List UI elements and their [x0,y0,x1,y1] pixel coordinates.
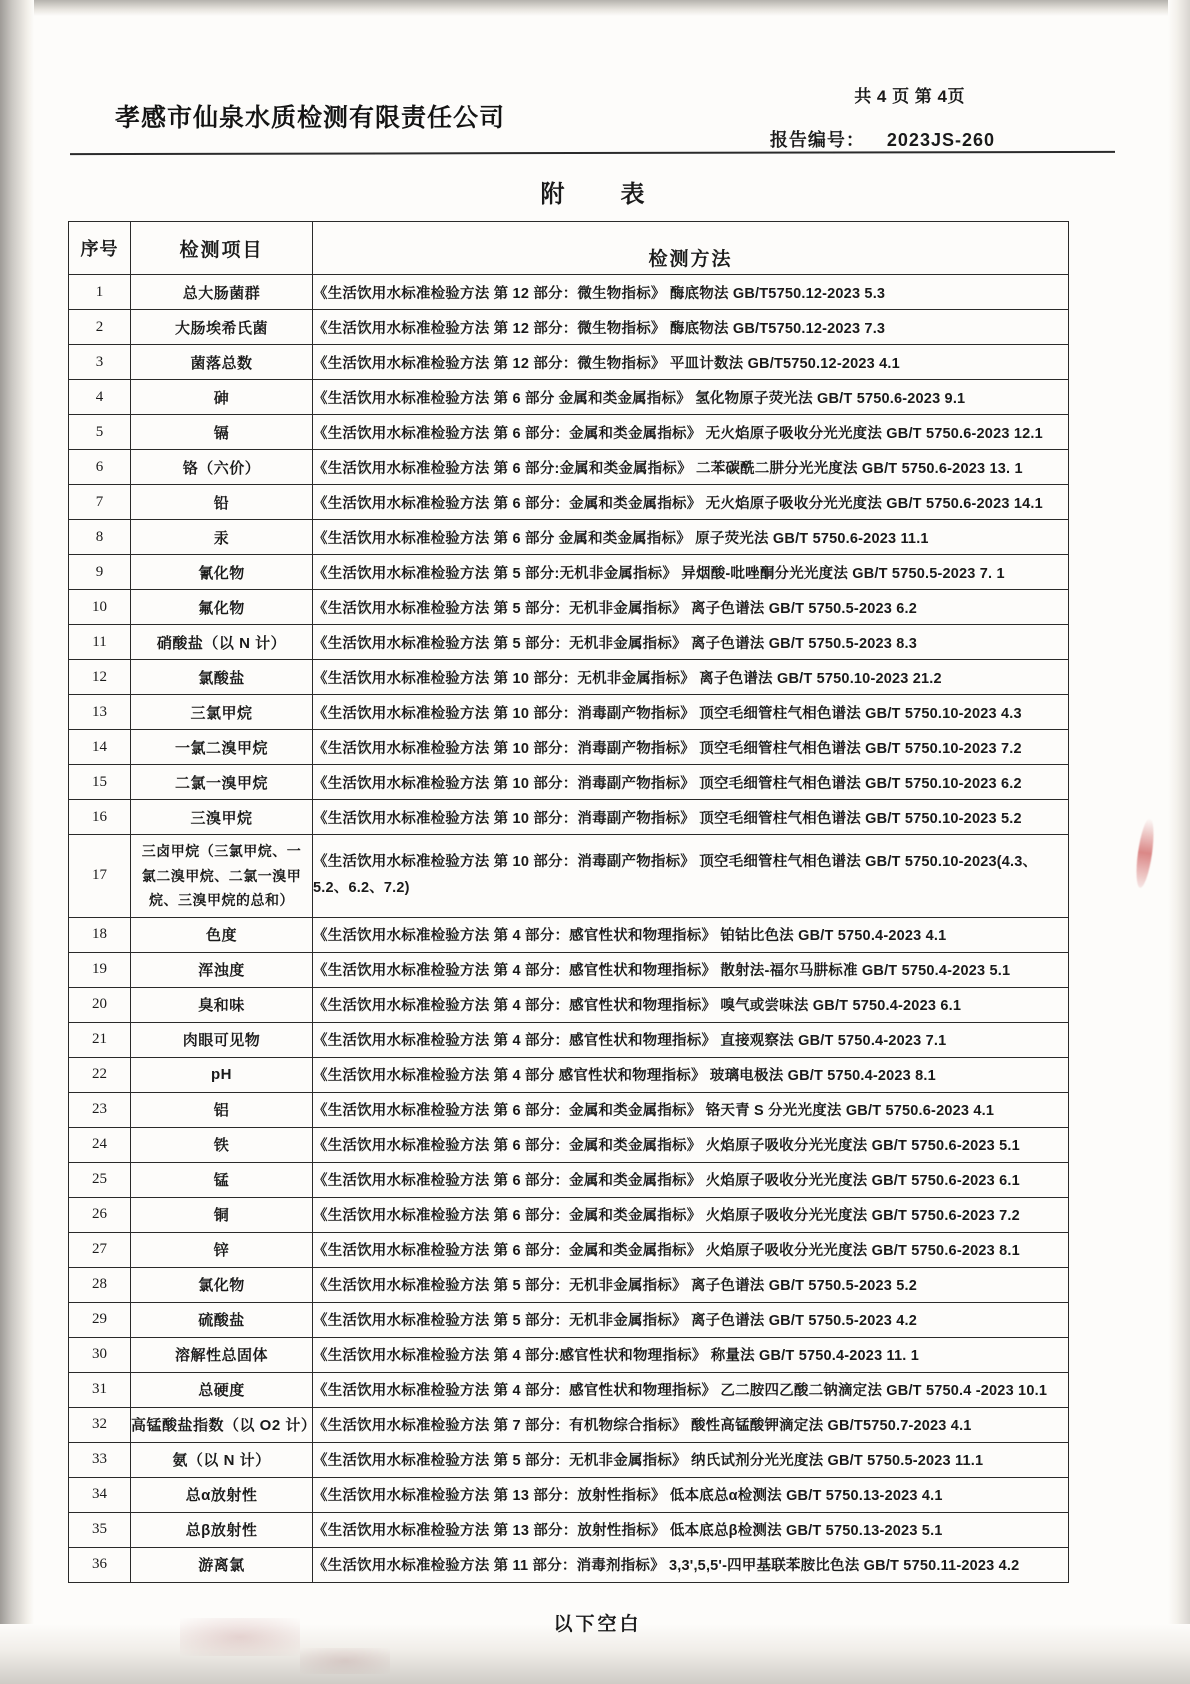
table-body [69,275,1069,1583]
page-count: 共 4 页 第 4页 [854,87,965,106]
table-row [69,1442,1069,1477]
cell-method: 《生活饮用水标准检验方法 第 10 部分：无机非金属指标》 离子色谱法 GB/T 5750.10-2023 21.2 [313,660,1069,695]
column-header-method [313,222,1069,275]
report-number-value: 2023JS-260 [886,130,995,150]
cell-method: 《生活饮用水标准检验方法 第 5 部分：无机非金属指标》 离子色谱法 GB/T 5750.5-2023 6.2 [313,590,1069,625]
table-row [69,310,1069,345]
cell-method: 《生活饮用水标准检验方法 第 10 部分：消毒副产物指标》 顶空毛细管柱气相色谱法 GB/T 5750.10-2023(4.3、5.2、6.2、7.2) [313,835,1069,918]
cell-method: 《生活饮用水标准检验方法 第 4 部分：感官性状和物理指标》 嗅气或尝味法 GB/T 5750.4-2023 6.1 [313,987,1069,1022]
cell-item: 氟化物 [131,590,313,625]
cell-method: 《生活饮用水标准检验方法 第 6 部分：金属和类金属指标》 无火焰原子吸收分光光度法 GB/T 5750.6-2023 14.1 [313,485,1069,520]
cell-method: 《生活饮用水标准检验方法 第 4 部分:感官性状和物理指标》 称量法 GB/T 5750.4-2023 11. 1 [313,1337,1069,1372]
cell-no: 16 [69,800,131,835]
cell-method: 《生活饮用水标准检验方法 第 10 部分：消毒副产物指标》 顶空毛细管柱气相色谱法 GB/T 5750.10-2023 6.2 [313,765,1069,800]
cell-item: 溶解性总固体 [131,1337,313,1372]
red-pen-mark [1133,817,1157,888]
table-row [69,695,1069,730]
cell-item: 二氯一溴甲烷 [131,765,313,800]
cell-method: 《生活饮用水标准检验方法 第 5 部分:无机非金属指标》 异烟酸-吡唑酮分光光度法 GB/T 5750.5-2023 7. 1 [313,555,1069,590]
table-row [69,987,1069,1022]
table-row [69,800,1069,835]
cell-item: 总大肠菌群 [131,275,313,310]
cell-no: 9 [69,555,131,590]
document-header [60,60,1125,158]
cell-item: 铝 [131,1092,313,1127]
cell-no: 3 [69,345,131,380]
cell-item: 三溴甲烷 [131,800,313,835]
cell-no: 28 [69,1267,131,1302]
cell-item: 锌 [131,1232,313,1267]
cell-item: 铁 [131,1127,313,1162]
cell-item: 氯酸盐 [131,660,313,695]
cell-no: 21 [69,1022,131,1057]
cell-item: 氨（以 N 计） [131,1442,313,1477]
cell-no: 8 [69,520,131,555]
table-row [69,1477,1069,1512]
cell-method: 《生活饮用水标准检验方法 第 4 部分：感官性状和物理指标》 乙二胺四乙酸二钠滴定法 GB/T 5750.4 -2023 10.1 [313,1372,1069,1407]
cell-no: 17 [69,835,131,918]
cell-item: 总α放射性 [131,1477,313,1512]
cell-method: 《生活饮用水标准检验方法 第 5 部分：无机非金属指标》 离子色谱法 GB/T 5750.5-2023 4.2 [313,1302,1069,1337]
table-row [69,485,1069,520]
table-row [69,765,1069,800]
cell-item: 硫酸盐 [131,1302,313,1337]
cell-method: 《生活饮用水标准检验方法 第 5 部分：无机非金属指标》 离子色谱法 GB/T 5750.5-2023 8.3 [313,625,1069,660]
cell-no: 27 [69,1232,131,1267]
cell-item: 菌落总数 [131,345,313,380]
cell-method: 《生活饮用水标准检验方法 第 6 部分：金属和类金属指标》 火焰原子吸收分光光度法 GB/T 5750.6-2023 8.1 [313,1232,1069,1267]
cell-no: 1 [69,275,131,310]
table-row [69,625,1069,660]
cell-no: 5 [69,415,131,450]
cell-method: 《生活饮用水标准检验方法 第 12 部分：微生物指标》 平皿计数法 GB/T5750.12-2023 4.1 [313,345,1069,380]
cell-method: 《生活饮用水标准检验方法 第 13 部分：放射性指标》 低本底总α检测法 GB/T 5750.13-2023 4.1 [313,1477,1069,1512]
column-header-method-label: 检测方法 [648,248,733,270]
header-divider [70,151,1115,155]
table-row [69,1057,1069,1092]
table-row [69,952,1069,987]
cell-no: 34 [69,1477,131,1512]
cell-item: 铅 [131,485,313,520]
cell-item: 游离氯 [131,1547,313,1582]
cell-method: 《生活饮用水标准检验方法 第 4 部分：感官性状和物理指标》 直接观察法 GB/T 5750.4-2023 7.1 [313,1022,1069,1057]
cell-item: 三卤甲烷（三氯甲烷、一氯二溴甲烷、二氯一溴甲烷、三溴甲烷的总和） [131,835,313,918]
cell-item: 氯化物 [131,1267,313,1302]
cell-method: 《生活饮用水标准检验方法 第 13 部分：放射性指标》 低本底总β检测法 GB/T 5750.13-2023 5.1 [313,1512,1069,1547]
cell-no: 19 [69,952,131,987]
cell-item: 大肠埃希氏菌 [131,310,313,345]
cell-method: 《生活饮用水标准检验方法 第 10 部分：消毒副产物指标》 顶空毛细管柱气相色谱法 GB/T 5750.10-2023 7.2 [313,730,1069,765]
cell-item: 总β放射性 [131,1512,313,1547]
table-row [69,1092,1069,1127]
cell-no: 7 [69,485,131,520]
table-row [69,1162,1069,1197]
cell-no: 26 [69,1197,131,1232]
cell-method: 《生活饮用水标准检验方法 第 6 部分:金属和类金属指标》 二苯碳酰二肼分光光度法 GB/T 5750.6-2023 13. 1 [313,450,1069,485]
cell-item: 铬（六价） [131,450,313,485]
cell-item: 浑浊度 [131,952,313,987]
table-header-row [69,222,1069,275]
cell-item: 锰 [131,1162,313,1197]
cell-method: 《生活饮用水标准检验方法 第 10 部分：消毒副产物指标》 顶空毛细管柱气相色谱法 GB/T 5750.10-2023 5.2 [313,800,1069,835]
cell-no: 35 [69,1512,131,1547]
cell-item: 色度 [131,917,313,952]
cell-no: 18 [69,917,131,952]
cell-item: 镉 [131,415,313,450]
cell-item: 臭和味 [131,987,313,1022]
cell-no: 6 [69,450,131,485]
cell-item: 砷 [131,380,313,415]
cell-method: 《生活饮用水标准检验方法 第 4 部分：感官性状和物理指标》 铂钴比色法 GB/T 5750.4-2023 4.1 [313,917,1069,952]
cell-item: 硝酸盐（以 N 计） [131,625,313,660]
table-row [69,1337,1069,1372]
paper-edge-right [1168,0,1190,1684]
table-row [69,520,1069,555]
cell-no: 32 [69,1407,131,1442]
table-row [69,1372,1069,1407]
cell-method: 《生活饮用水标准检验方法 第 7 部分：有机物综合指标》 酸性高锰酸钾滴定法 GB/T5750.7-2023 4.1 [313,1407,1069,1442]
cell-item: 一氯二溴甲烷 [131,730,313,765]
cell-item: 三氯甲烷 [131,695,313,730]
footer-note: 以下空白 [553,1613,642,1635]
cell-no: 20 [69,987,131,1022]
cell-no: 12 [69,660,131,695]
cell-method: 《生活饮用水标准检验方法 第 4 部分：感官性状和物理指标》 散射法-福尔马肼标准 GB/T 5750.4-2023 5.1 [313,952,1069,987]
cell-method: 《生活饮用水标准检验方法 第 6 部分 金属和类金属指标》 氢化物原子荧光法 GB/T 5750.6-2023 9.1 [313,380,1069,415]
cell-method: 《生活饮用水标准检验方法 第 6 部分 金属和类金属指标》 原子荧光法 GB/T 5750.6-2023 11.1 [313,520,1069,555]
cell-method: 《生活饮用水标准检验方法 第 4 部分 感官性状和物理指标》 玻璃电极法 GB/T 5750.4-2023 8.1 [313,1057,1069,1092]
paper-edge-top [0,0,1190,16]
scan-smudge-secondary [300,1648,390,1674]
cell-no: 25 [69,1162,131,1197]
cell-method: 《生活饮用水标准检验方法 第 12 部分：微生物指标》 酶底物法 GB/T5750.12-2023 5.3 [313,275,1069,310]
paper-edge-left [0,0,34,1684]
table-row [69,590,1069,625]
cell-item: 肉眼可见物 [131,1022,313,1057]
cell-method: 《生活饮用水标准检验方法 第 11 部分：消毒剂指标》 3,3',5,5'-四甲基联苯胺比色法 GB/T 5750.11-2023 4.2 [313,1547,1069,1582]
report-number-label: 报告编号： [769,130,865,150]
table-row [69,1022,1069,1057]
page-title: 附 表 [540,181,661,208]
table-row [69,1407,1069,1442]
column-header-item: 检测项目 [131,222,313,275]
table-row [69,730,1069,765]
cell-no: 2 [69,310,131,345]
cell-method: 《生活饮用水标准检验方法 第 5 部分：无机非金属指标》 离子色谱法 GB/T 5750.5-2023 5.2 [313,1267,1069,1302]
cell-method: 《生活饮用水标准检验方法 第 12 部分：微生物指标》 酶底物法 GB/T5750.12-2023 7.3 [313,310,1069,345]
cell-item: 氰化物 [131,555,313,590]
cell-item: 总硬度 [131,1372,313,1407]
table-row [69,1547,1069,1582]
cell-no: 23 [69,1092,131,1127]
cell-no: 13 [69,695,131,730]
cell-item: 高锰酸盐指数（以 O2 计） [131,1407,313,1442]
cell-no: 4 [69,380,131,415]
page-content [60,60,1125,1636]
table-row [69,450,1069,485]
cell-no: 15 [69,765,131,800]
table-row [69,380,1069,415]
cell-no: 31 [69,1372,131,1407]
cell-item: 铜 [131,1197,313,1232]
report-number [770,126,995,152]
table-row [69,415,1069,450]
table-row [69,1197,1069,1232]
cell-no: 33 [69,1442,131,1477]
cell-method: 《生活饮用水标准检验方法 第 5 部分：无机非金属指标》 纳氏试剂分光光度法 GB/T 5750.5-2023 11.1 [313,1442,1069,1477]
attachment-table [68,221,1069,1583]
table-row [69,917,1069,952]
cell-item: 汞 [131,520,313,555]
table-row [69,835,1069,918]
cell-item: pH [131,1057,313,1092]
cell-no: 11 [69,625,131,660]
cell-method: 《生活饮用水标准检验方法 第 6 部分：金属和类金属指标》 无火焰原子吸收分光光度法 GB/T 5750.6-2023 12.1 [313,415,1069,450]
table-row [69,1302,1069,1337]
cell-no: 14 [69,730,131,765]
table-row [69,275,1069,310]
cell-method: 《生活饮用水标准检验方法 第 6 部分：金属和类金属指标》 火焰原子吸收分光光度法 GB/T 5750.6-2023 5.1 [313,1127,1069,1162]
cell-no: 29 [69,1302,131,1337]
table-row [69,555,1069,590]
cell-method: 《生活饮用水标准检验方法 第 10 部分：消毒副产物指标》 顶空毛细管柱气相色谱法 GB/T 5750.10-2023 4.3 [313,695,1069,730]
table-row [69,660,1069,695]
cell-method: 《生活饮用水标准检验方法 第 6 部分：金属和类金属指标》 铬天青 S 分光光度法 GB/T 5750.6-2023 4.1 [313,1092,1069,1127]
cell-method: 《生活饮用水标准检验方法 第 6 部分：金属和类金属指标》 火焰原子吸收分光光度法 GB/T 5750.6-2023 7.2 [313,1197,1069,1232]
table-row [69,345,1069,380]
table-row [69,1512,1069,1547]
cell-no: 36 [69,1547,131,1582]
cell-no: 22 [69,1057,131,1092]
column-header-no: 序号 [69,222,131,275]
cell-no: 30 [69,1337,131,1372]
cell-no: 10 [69,590,131,625]
table-row [69,1232,1069,1267]
table-row [69,1127,1069,1162]
cell-method: 《生活饮用水标准检验方法 第 6 部分：金属和类金属指标》 火焰原子吸收分光光度法 GB/T 5750.6-2023 6.1 [313,1162,1069,1197]
cell-no: 24 [69,1127,131,1162]
company-name: 孝感市仙泉水质检测有限责任公司 [115,104,506,132]
table-row [69,1267,1069,1302]
scan-smudge [180,1618,300,1656]
